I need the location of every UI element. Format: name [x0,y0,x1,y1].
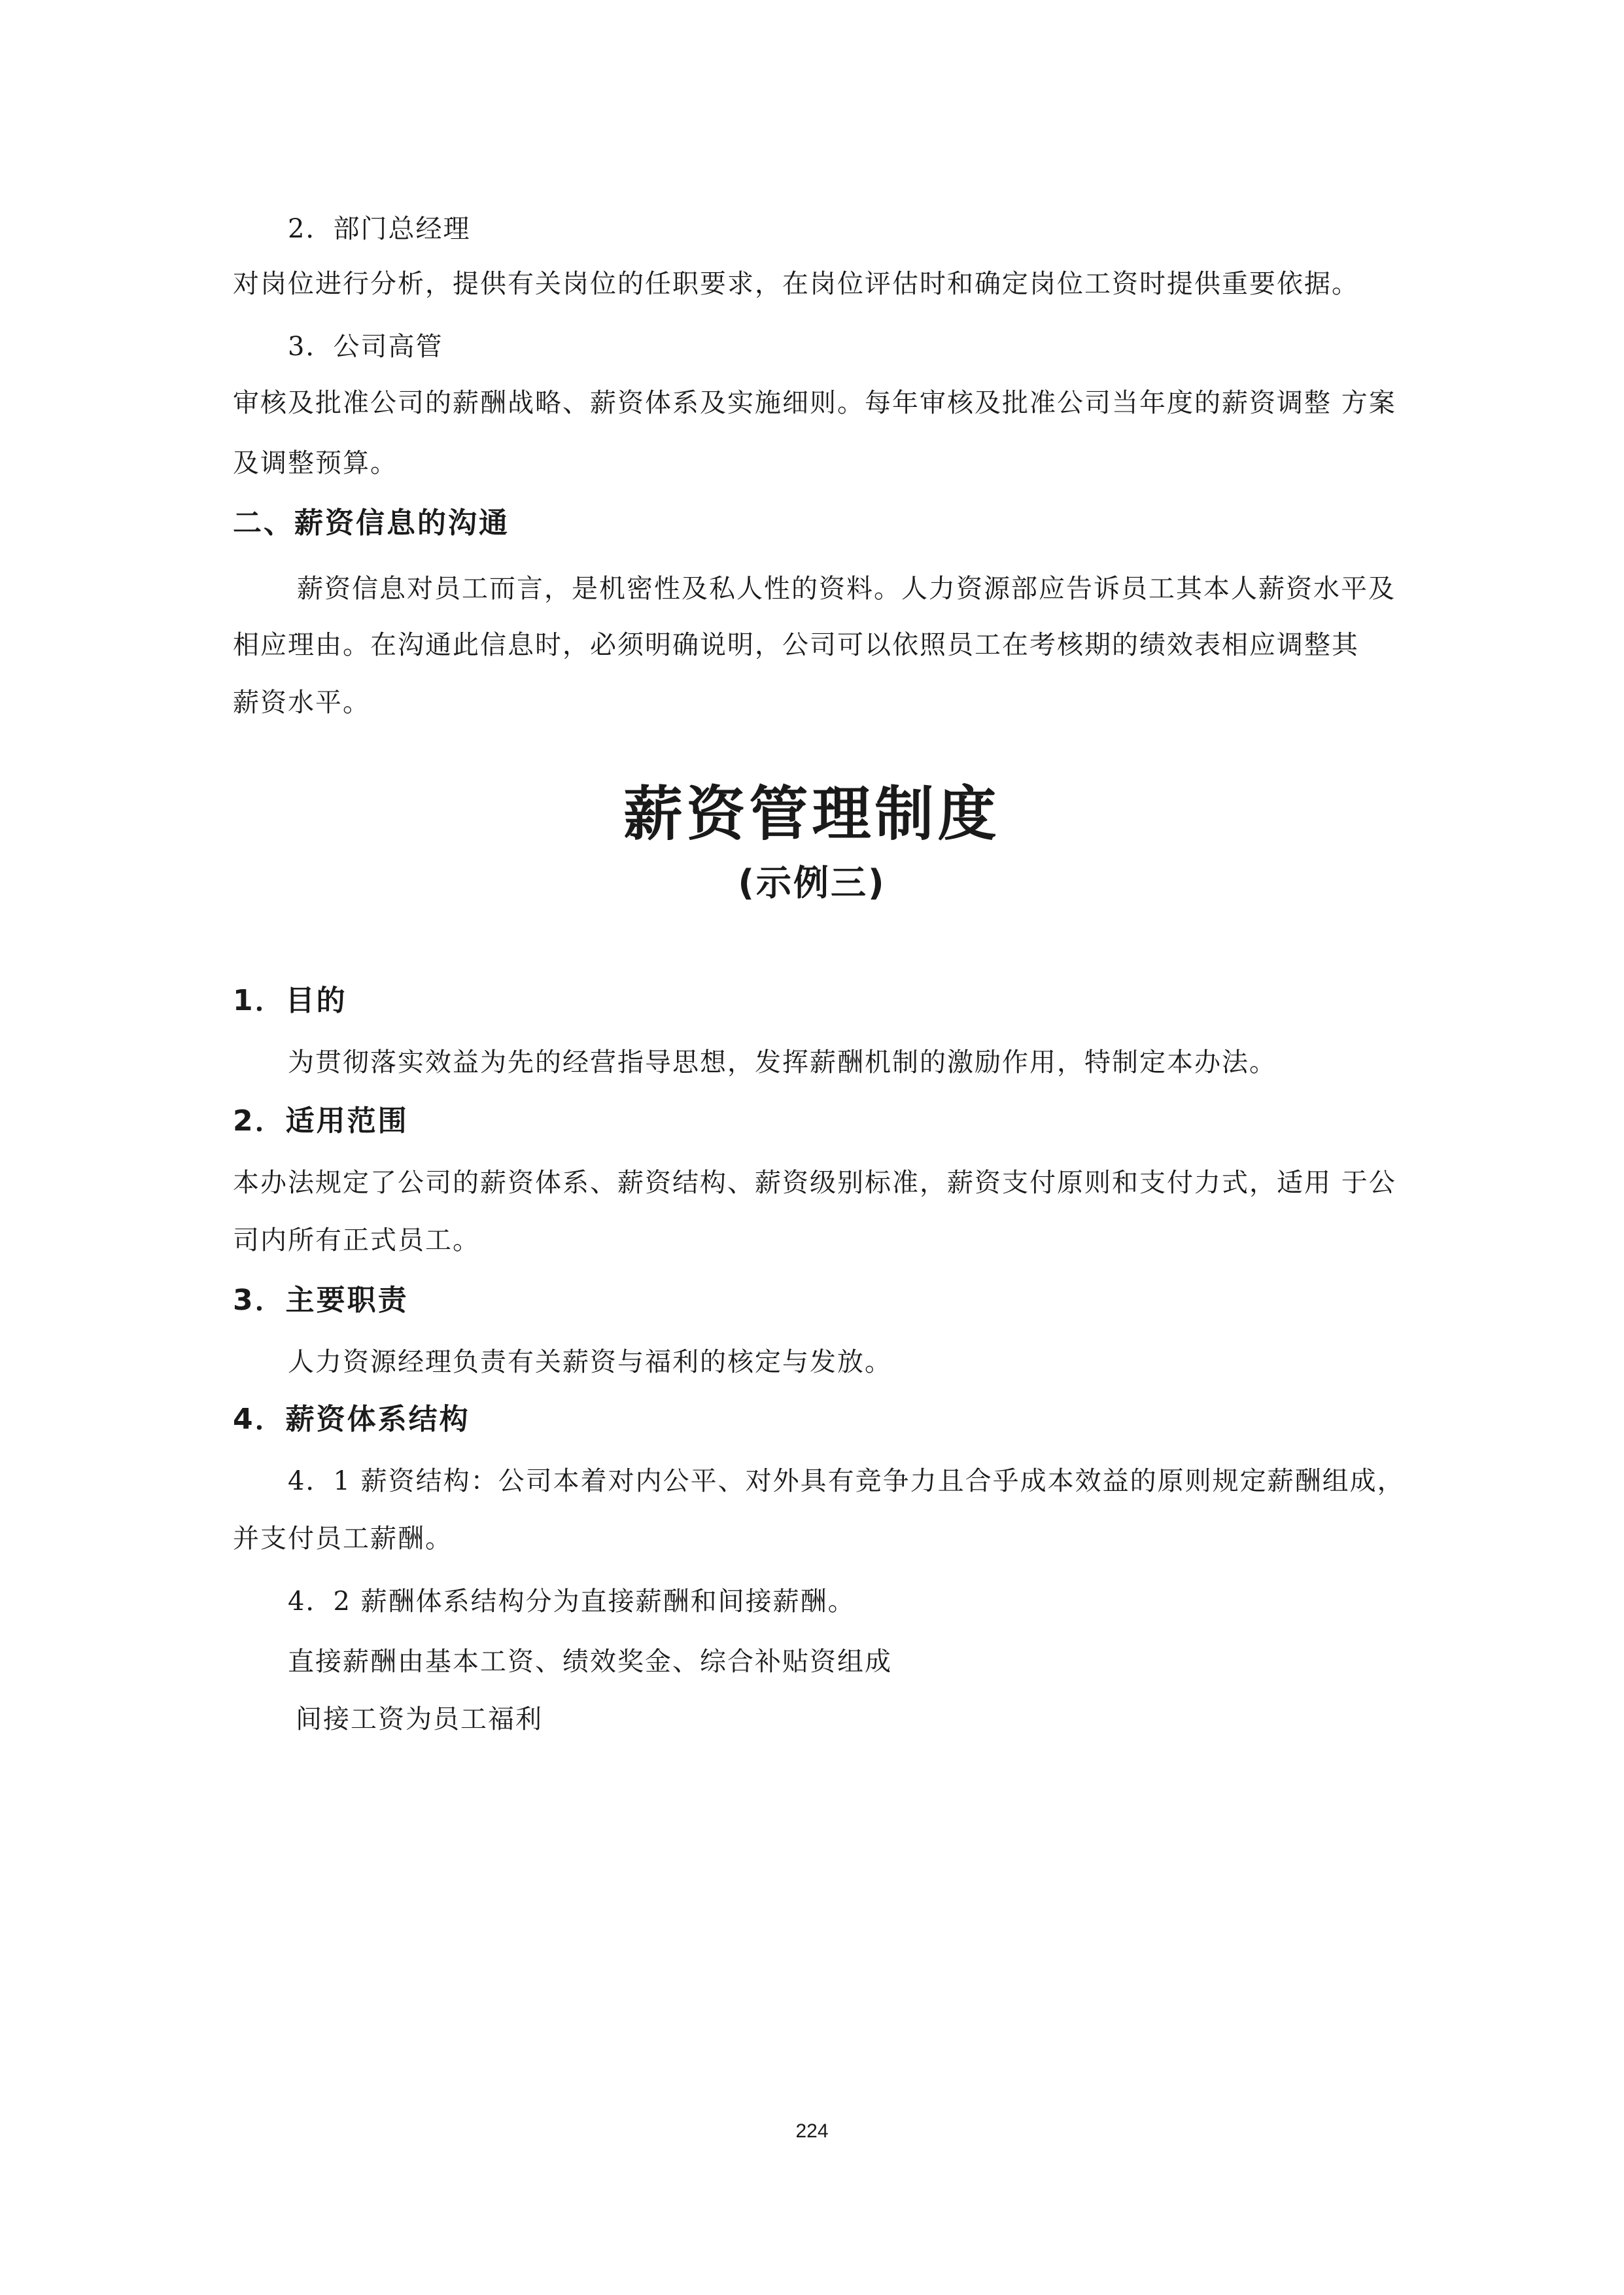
scope-line2: 司内所有正式员工。 [233,1225,480,1255]
structure-4-1-line1: 4．1 薪资结构：公司本着对内公平、对外具有竞争力且合乎成本效益的原则规定薪酬组成， [288,1466,1405,1496]
scope-line1: 本办法规定了公司的薪资体系、薪资结构、薪资级别标准，薪资支付原则和支付力式，适用 于公 [233,1168,1396,1198]
section-2-line2: 相应理由。在沟通此信息时，必须明确说明，公司可以依照员工在考核期的绩效表相应调整其 [233,630,1359,660]
page-number: 224 [795,2120,829,2142]
document-subtitle: (示例三) [738,862,886,903]
item-2-text: 对岗位进行分析，提供有关岗位的任职要求，在岗位评估时和确定岗位工资时提供重要依据。 [233,269,1359,299]
section-2-heading: 二、薪资信息的沟通 [233,506,510,540]
scope-heading: 2．适用范围 [233,1104,409,1138]
structure-4-1-line2: 并支付员工薪酬。 [233,1524,453,1554]
section-2-line3: 薪资水平。 [233,688,370,718]
item-3-text-line2: 及调整预算。 [233,448,398,478]
item-3-heading: 3．公司高管 [288,332,443,362]
document-title: 薪资管理制度 [623,780,1001,849]
item-2-heading: 2．部门总经理 [288,214,471,244]
purpose-heading: 1．目的 [233,984,347,1017]
direct-pay-text: 直接薪酬由基本工资、绩效奖金、综合补贴资组成 [288,1647,892,1677]
duties-heading: 3．主要职责 [233,1284,409,1317]
structure-heading: 4．薪资体系结构 [233,1403,470,1436]
duties-text: 人力资源经理负责有关薪资与福利的核定与发放。 [288,1347,892,1377]
item-3-text-line1: 审核及批准公司的薪酬战略、薪资体系及实施细则。每年审核及批准公司当年度的薪资调整 方案 [233,388,1396,418]
indirect-pay-text: 间接工资为员工福利 [296,1704,543,1734]
section-2-line1: 薪资信息对员工而言，是机密性及私人性的资料。人力资源部应告诉员工其本人薪资水平及 [297,574,1396,604]
purpose-text: 为贯彻落实效益为先的经营指导思想，发挥薪酬机制的激励作用，特制定本办法。 [288,1047,1277,1077]
structure-4-2: 4．2 薪酬体系结构分为直接薪酬和间接薪酬。 [288,1586,855,1617]
